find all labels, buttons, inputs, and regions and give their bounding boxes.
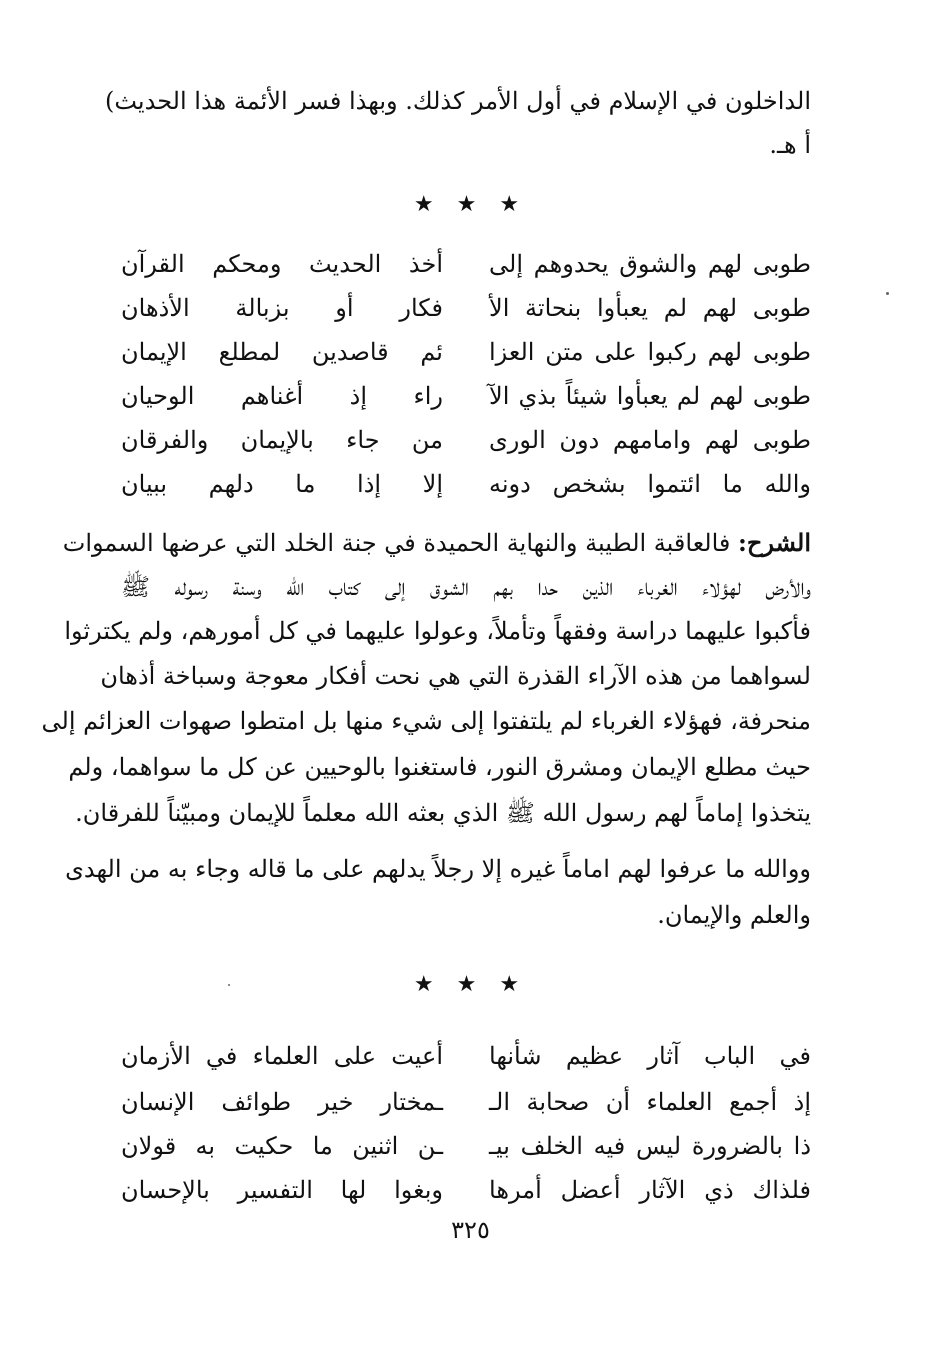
verse-first-hemistich: طوبى لهم ركبوا على متن العزا	[489, 338, 811, 366]
verse-second-hemistich: فكار أو بزبالة الأذهان	[121, 294, 443, 322]
verse-second-hemistich: أخذ الحديث ومحكم القرآن	[121, 250, 443, 278]
commentary-line-1	[62, 526, 811, 560]
section-separator-2: ★ ★ ★	[413, 972, 528, 997]
commentary-line-3: فأكبوا عليهما دراسة وفقهاً وتأملاً، وعولوا عليهما في كل أمورهم، ولم يكترثوا	[64, 617, 811, 645]
paragraph-2-line-2: والعلم والإيمان.	[657, 901, 811, 929]
commentary-label: الشرح:	[738, 528, 811, 557]
verse-second-hemistich: إلا إذا ما دلهم ببيان	[121, 470, 443, 498]
verse-second-hemistich: ئم قاصدين لمطلع الإيمان	[121, 338, 443, 366]
verse-first-hemistich: ذا بالضرورة ليس فيه الخلف بيـ	[489, 1132, 811, 1160]
verse-first-hemistich: إذ أجمع العلماء أن صحابة الـ	[489, 1088, 811, 1116]
commentary-line-5: منحرفة، فهؤلاء الغرباء لم يلتفتوا إلى شيء منها بل امتطوا صهوات العزائم إلى	[41, 707, 811, 735]
verse-second-hemistich: أعيت على العلماء في الأزمان	[121, 1042, 443, 1070]
commentary-text: فالعاقبة الطيبة والنهاية الحميدة في جنة الخلد التي عرضها السموات	[62, 529, 731, 557]
verse-first-hemistich: والله ما ائتموا بشخص دونه	[489, 470, 811, 498]
verse-second-hemistich: من جاء بالإيمان والفرقان	[121, 426, 443, 454]
commentary-line-4: لسواهما من هذه الآراء القذرة التي هي نحت أفكار معوجة وسباخة أذهان	[100, 662, 811, 690]
verse-first-hemistich: طوبى لهم وامامهم دون الورى	[489, 426, 811, 454]
scan-speck	[228, 984, 230, 986]
verse-row	[121, 1170, 811, 1210]
verse-first-hemistich: طوبى لهم والشوق يحدوهم إلى	[489, 250, 811, 278]
paragraph-2-line-1: ووالله ما عرفوا لهم اماماً غيره إلا رجلاً يدلهم على ما قاله وجاء به من الهدى	[65, 855, 811, 883]
verse-row	[121, 464, 811, 504]
verse-row	[121, 376, 811, 416]
verse-second-hemistich: وبغوا لها التفسير بالإحسان	[121, 1176, 443, 1204]
verse-row	[121, 1126, 811, 1166]
verse-row	[121, 244, 811, 284]
verse-row	[121, 332, 811, 372]
verse-row	[121, 1036, 811, 1076]
verse-first-hemistich: فلذاك ذي الآثار أعضل أمرها	[489, 1176, 811, 1204]
section-separator-1: ★ ★ ★	[413, 192, 528, 217]
intro-line-1: الداخلون في الإسلام في أول الأمر كذلك. وبهذا فسر الأئمة هذا الحديث)	[104, 87, 811, 115]
verse-second-hemistich: ـمختار خير طوائف الإنسان	[121, 1088, 443, 1116]
verse-row	[121, 420, 811, 460]
verse-second-hemistich: راء إذ أغناهم الوحيان	[121, 382, 443, 410]
verse-first-hemistich: طوبى لهم لم يعبأوا بنحاتة الأ	[489, 294, 811, 322]
page-number: ٣٢٥	[451, 1216, 490, 1244]
verse-first-hemistich: في الباب آثار عظيم شأنها	[489, 1042, 811, 1070]
commentary-line-7: يتخذوا إماماً لهم رسول الله ﷺ الذي بعثه الله معلماً للإيمان ومبيّناً للفرقان.	[75, 799, 811, 827]
scan-speck	[886, 292, 889, 295]
verse-row	[121, 1082, 811, 1122]
commentary-line-2: والأرض لهؤلاء الغرباء الذين حدا بهم الشوق إلى كتاب الله وسنة رسوله ﷺ	[121, 573, 811, 601]
commentary-line-6: حيث مطلع الإيمان ومشرق النور، فاستغنوا بالوحيين عن كل ما سواهما، ولم	[68, 753, 811, 781]
verse-row	[121, 288, 811, 328]
verse-second-hemistich: ـن اثنين ما حكيت به قولان	[121, 1132, 443, 1160]
verse-first-hemistich: طوبى لهم لم يعبأوا شيئاً بذي الآ	[489, 382, 811, 410]
intro-line-2: أ هـ.	[769, 131, 811, 159]
